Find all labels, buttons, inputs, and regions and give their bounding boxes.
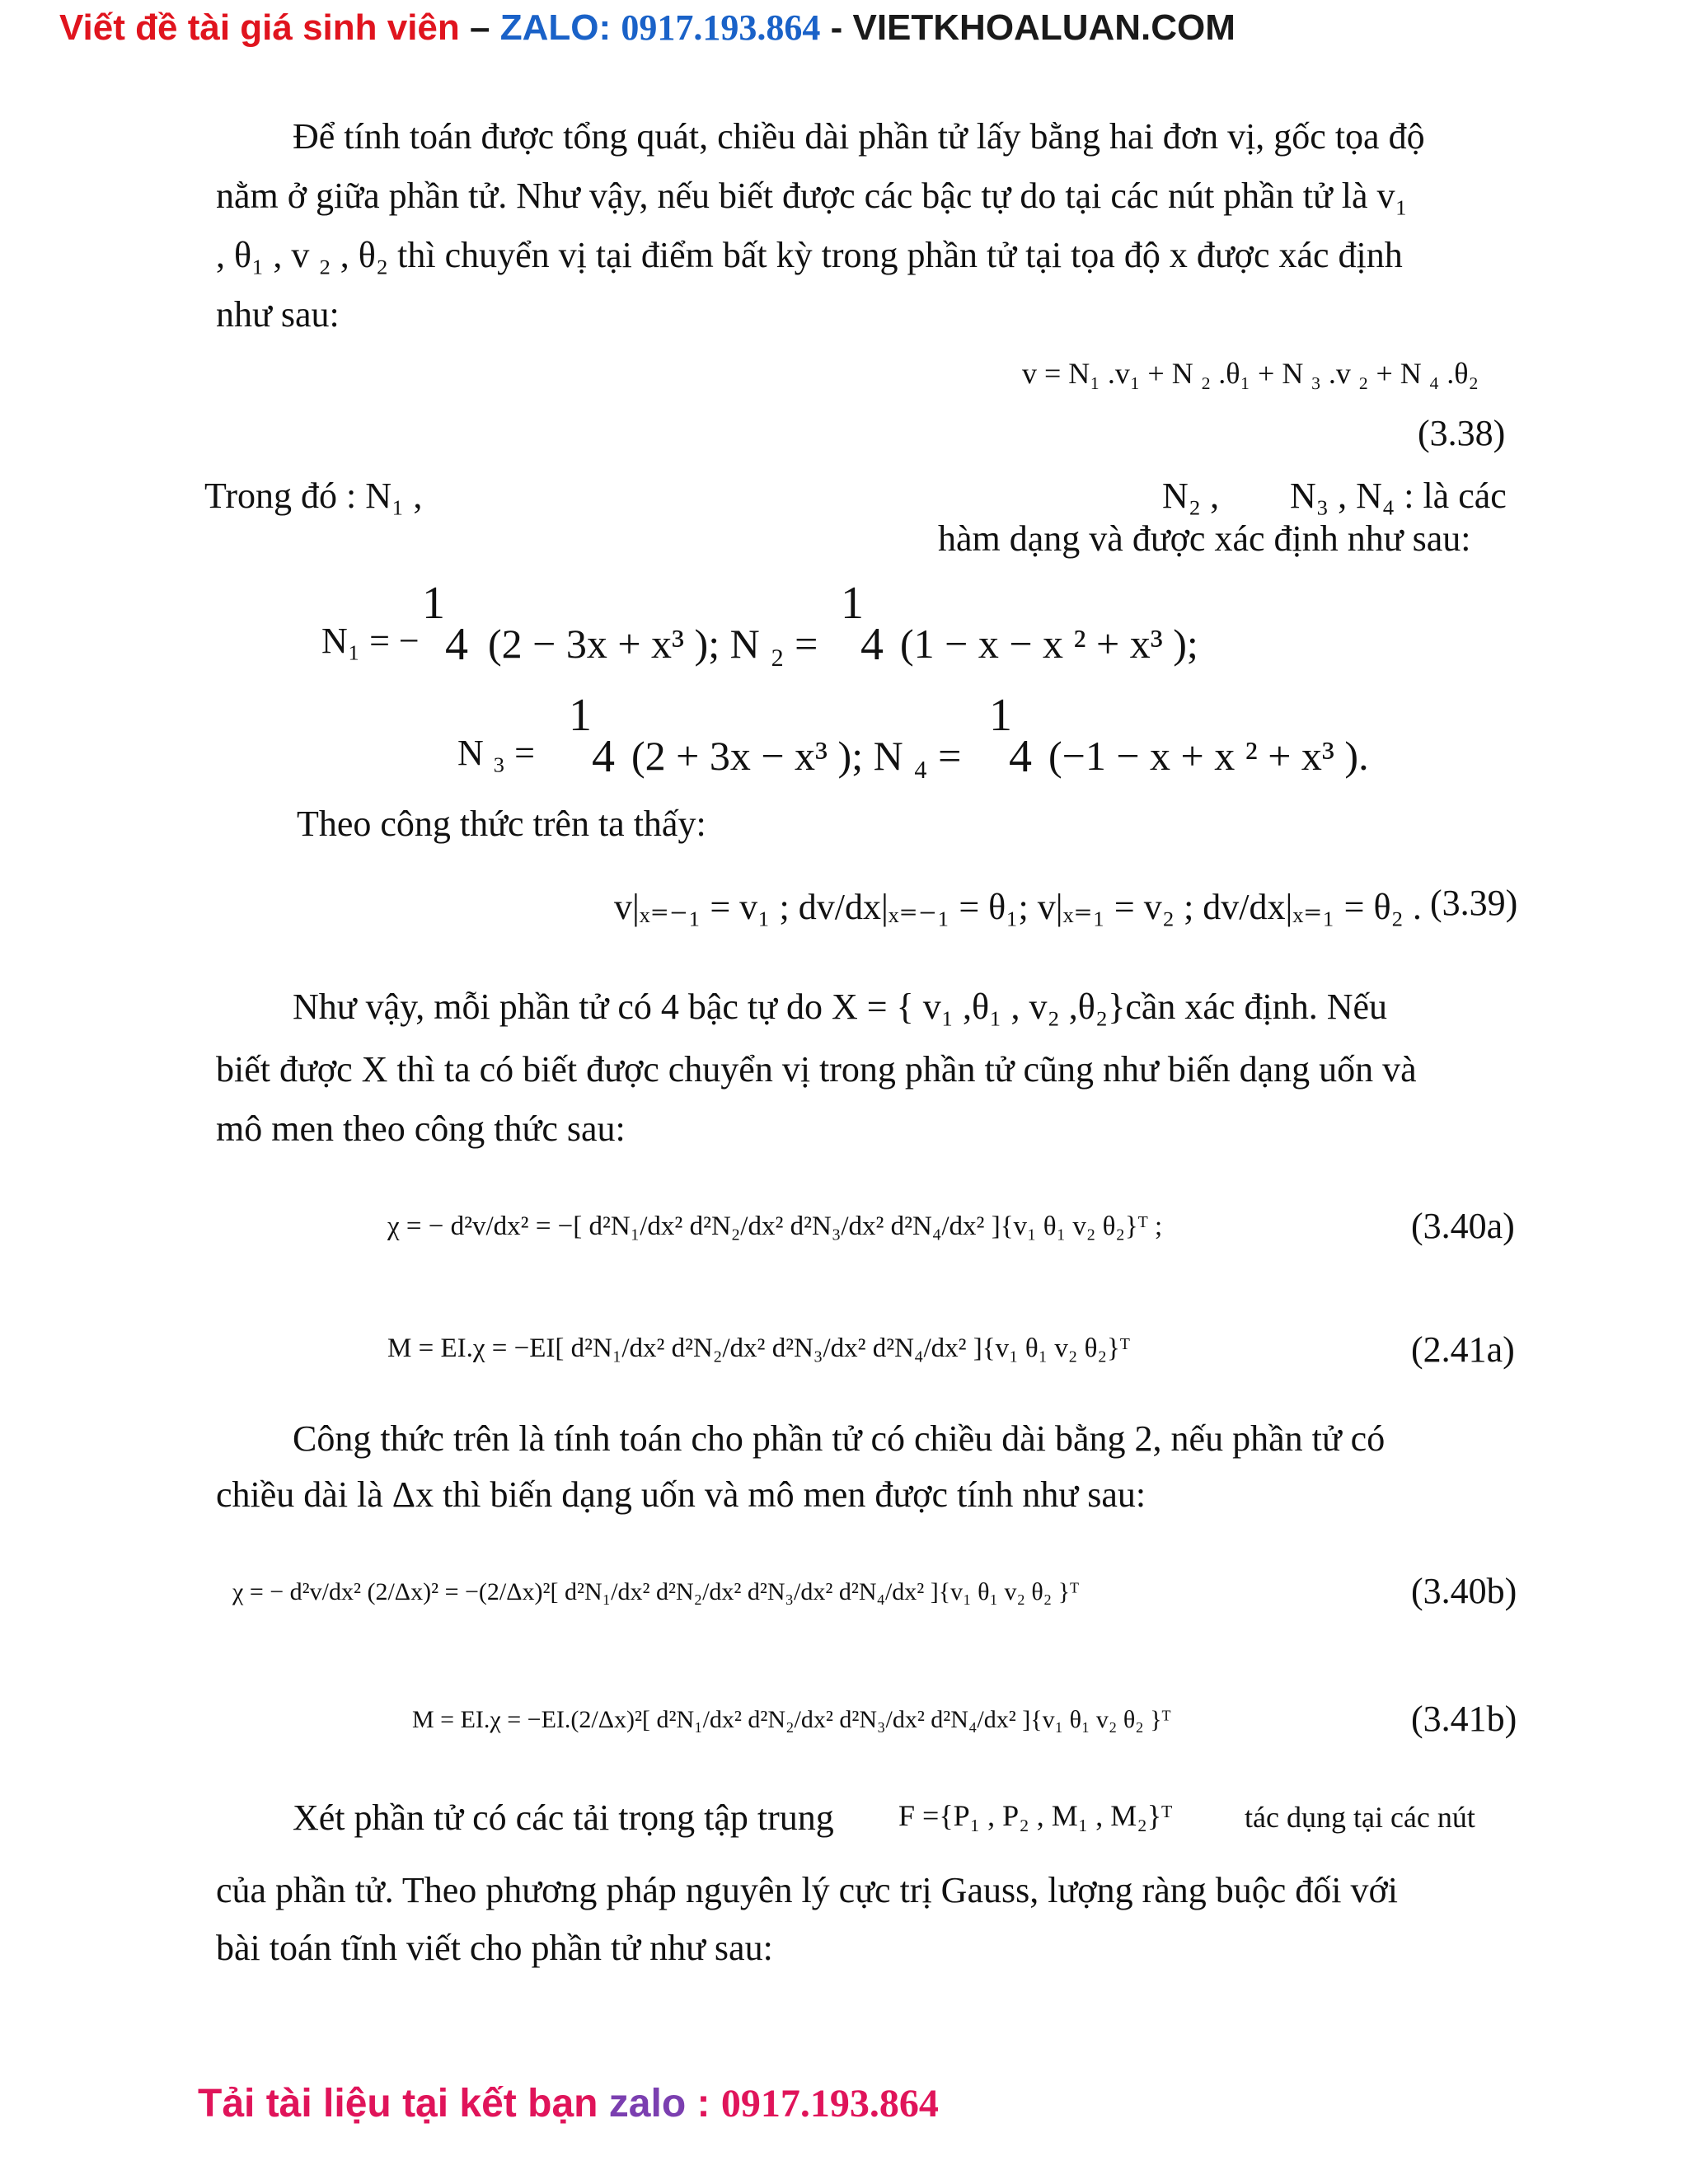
n1-fraction-den: 4 <box>445 619 468 670</box>
n3-lhs: N ₃ = <box>457 733 535 773</box>
p2-line1: Như vậy, mỗi phần tử có 4 bậc tự do X = { v₁ ,θ₁ , v₂ ,θ₂}cần xác định. Nếu <box>293 987 1387 1027</box>
ham-dang-text: hàm dạng và được xác định như sau: <box>938 518 1471 559</box>
n2-fraction-num: 1 <box>841 578 864 629</box>
p4-line1-end: tác dụng tại các nút <box>1245 1801 1475 1834</box>
equation-2-41a-number: (2.41a) <box>1411 1329 1515 1370</box>
footer-colon: : <box>686 2082 721 2125</box>
n3-fraction-num: 1 <box>569 690 592 741</box>
n1-fraction-num: 1 <box>422 578 445 629</box>
equation-3-41b: M = EI.χ = −EI.(2/Δx)²[ d²N₁/dx² d²N₂/dx² d²N₃/dx² d²N₄/dx² ]{v₁ θ₁ v₂ θ₂ }ᵀ <box>412 1706 1171 1733</box>
header-dash-2: - <box>820 7 853 48</box>
p1-line4: như sau: <box>216 294 340 335</box>
header-phone: 0917.193.864 <box>621 7 821 48</box>
p2-line2: biết được X thì ta có biết được chuyển vị trong phần tử cũng như biến dạng uốn và <box>216 1049 1417 1090</box>
equation-3-40b-number: (3.40b) <box>1411 1571 1517 1611</box>
header-site: VIETKHOALUAN.COM <box>852 7 1236 48</box>
theo-cong-thuc-text: Theo công thức trên ta thấy: <box>297 804 706 844</box>
header-banner <box>59 7 1236 49</box>
footer-zalo: zalo <box>608 2082 687 2125</box>
equation-3-40a-number: (3.40a) <box>1411 1206 1515 1246</box>
n3-fraction-den: 4 <box>592 731 615 782</box>
equation-3-40b: χ = − d²v/dx² (2/Δx)² = −(2/Δx)²[ d²N₁/dx² d²N₂/dx² d²N₃/dx² d²N₄/dx² ]{v₁ θ₁ v₂ θ₂ }ᵀ <box>232 1578 1080 1605</box>
equation-3-38-number: (3.38) <box>1418 413 1506 453</box>
n4-fraction-den: 4 <box>1009 731 1032 782</box>
header-zalo-label: ZALO: <box>499 7 621 48</box>
n3-n4-label: N₃ , N₄ : là các <box>1290 476 1507 516</box>
p2-line3: mô men theo công thức sau: <box>216 1108 626 1149</box>
equation-3-39-number: (3.39) <box>1430 883 1518 923</box>
footer-phone: 0917.193.864 <box>720 2082 939 2125</box>
p4-line2: của phần tử. Theo phương pháp nguyên lý cực trị Gauss, lượng ràng buộc đối với <box>216 1870 1398 1910</box>
n2-rhs: (1 − x − x ² + x³ ); <box>900 621 1198 667</box>
n2-label: N₂ , <box>1162 476 1220 516</box>
n4-fraction-num: 1 <box>989 690 1012 741</box>
n2-fraction-den: 4 <box>860 619 884 670</box>
equation-2-41a: M = EI.χ = −EI[ d²N₁/dx² d²N₂/dx² d²N₃/dx² d²N₄/dx² ]{v₁ θ₁ v₂ θ₂}ᵀ <box>387 1333 1130 1363</box>
p4-line1-start: Xét phần tử có các tải trọng tập trung <box>293 1797 834 1838</box>
p4-force-vector: F ={P₁ , P₂ , M₁ , M₂}ᵀ <box>898 1799 1173 1832</box>
n1-rhs: (2 − 3x + x³ ); N ₂ = <box>488 621 818 667</box>
equation-3-39: v|ₓ₌₋₁ = v₁ ; dv/dx|ₓ₌₋₁ = θ₁; v|ₓ₌₁ = v₂ ; dv/dx|ₓ₌₁ = θ₂ . <box>614 887 1422 927</box>
p3-line2: chiều dài là Δx thì biến dạng uốn và mô men được tính như sau: <box>216 1474 1146 1515</box>
trong-do-label: Trong đó : N₁ , <box>204 476 423 516</box>
equation-3-41b-number: (3.41b) <box>1411 1699 1517 1739</box>
footer-banner <box>198 2081 939 2126</box>
footer-text: Tải tài liệu tại kết bạn <box>198 2082 609 2125</box>
p4-line3: bài toán tĩnh viết cho phần tử như sau: <box>216 1928 773 1968</box>
p1-line2: nằm ở giữa phần tử. Như vậy, nếu biết được các bậc tự do tại các nút phần tử là v₁ <box>216 176 1408 216</box>
n3-rhs: (2 + 3x − x³ ); N ₄ = <box>631 733 962 779</box>
p1-line1: Để tính toán được tổng quát, chiều dài phần tử lấy bằng hai đơn vị, gốc tọa độ <box>293 116 1425 157</box>
equation-3-38: v = N₁ .v₁ + N ₂ .θ₁ + N ₃ .v ₂ + N ₄ .θ₂ <box>1022 357 1479 390</box>
p1-line3: , θ₁ , v ₂ , θ₂ thì chuyển vị tại điểm bất kỳ trong phần tử tại tọa độ x được xác định <box>216 235 1403 275</box>
n1-lhs: N₁ = − <box>321 621 420 661</box>
header-dash: – <box>459 7 500 48</box>
p3-line1: Công thức trên là tính toán cho phần tử có chiều dài bằng 2, nếu phần tử có <box>293 1418 1386 1459</box>
equation-3-40a: χ = − d²v/dx² = −[ d²N₁/dx² d²N₂/dx² d²N₃/dx² d²N₄/dx² ]{v₁ θ₁ v₂ θ₂}ᵀ ; <box>387 1212 1163 1241</box>
header-service-text: Viết đề tài giá sinh viên <box>59 7 460 48</box>
n4-rhs: (−1 − x + x ² + x³ ). <box>1048 733 1369 779</box>
